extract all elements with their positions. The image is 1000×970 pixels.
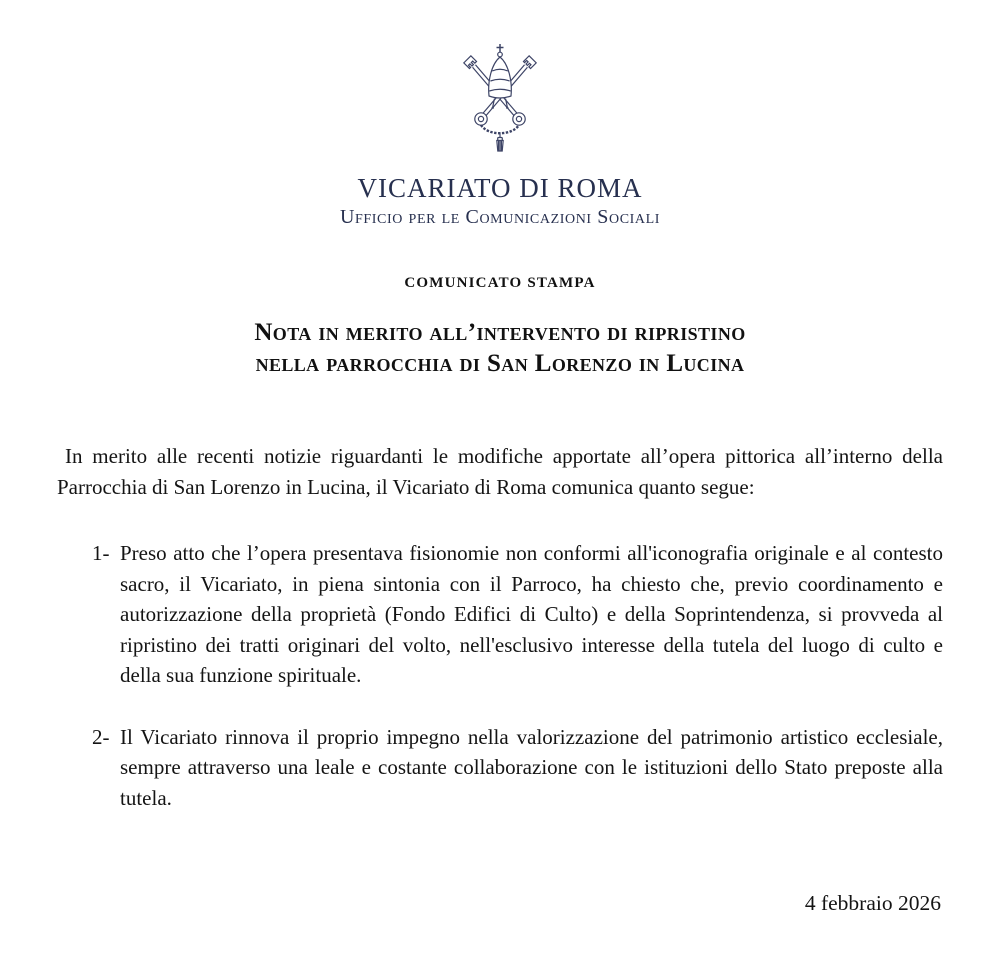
- document-title-line-1: Nota in merito all’intervento di ripristino: [254, 319, 746, 346]
- vatican-coat-of-arms-icon: [448, 40, 552, 160]
- list-item-text: Il Vicariato rinnova il proprio impegno nella valorizzazione del patrimonio artistico ecclesiale, sempre attraverso una leale e costante collaborazione con le istituzioni dello Stato preposte alla tutela.: [120, 724, 943, 810]
- document-title: [0, 317, 1000, 379]
- office-name: Ufficio per le Comunicazioni Sociali: [339, 206, 661, 228]
- document-title-line-2: nella parrocchia di San Lorenzo in Lucina: [255, 350, 745, 377]
- list-item: [57, 538, 943, 691]
- list-item: [57, 722, 943, 814]
- letterhead: [0, 0, 1000, 229]
- numbered-list: [57, 538, 943, 813]
- list-item-marker: 2-: [92, 724, 110, 749]
- list-item-marker: 1-: [92, 541, 110, 565]
- document-date: 4 febbraio 2026: [804, 891, 941, 915]
- list-item-text: Preso atto che l’opera presentava fisionomie non conformi all'iconografia originale e al contesto sacro, il Vicariato, in piena sintonia con il Parroco, ha chiesto che, previo coordinamento e autorizzazione della proprietà (Fondo Edifici di Culto) e della Soprintendenza, si provveda al ripristino dei tratti originari del volto, nell'esclusivo interesse della tutela del luogo di culto e della sua funzione spirituale.: [120, 541, 943, 687]
- document-body: [0, 441, 1000, 916]
- press-release-kicker: COMUNICATO STAMPA: [404, 275, 596, 291]
- organization-name: VICARIATO DI ROMA: [357, 173, 643, 203]
- intro-paragraph: In merito alle recenti notizie riguardanti le modifiche apportate all’opera pittorica all’interno della Parrocchia di San Lorenzo in Lucina, il Vicariato di Roma comunica quanto segue:: [57, 444, 943, 499]
